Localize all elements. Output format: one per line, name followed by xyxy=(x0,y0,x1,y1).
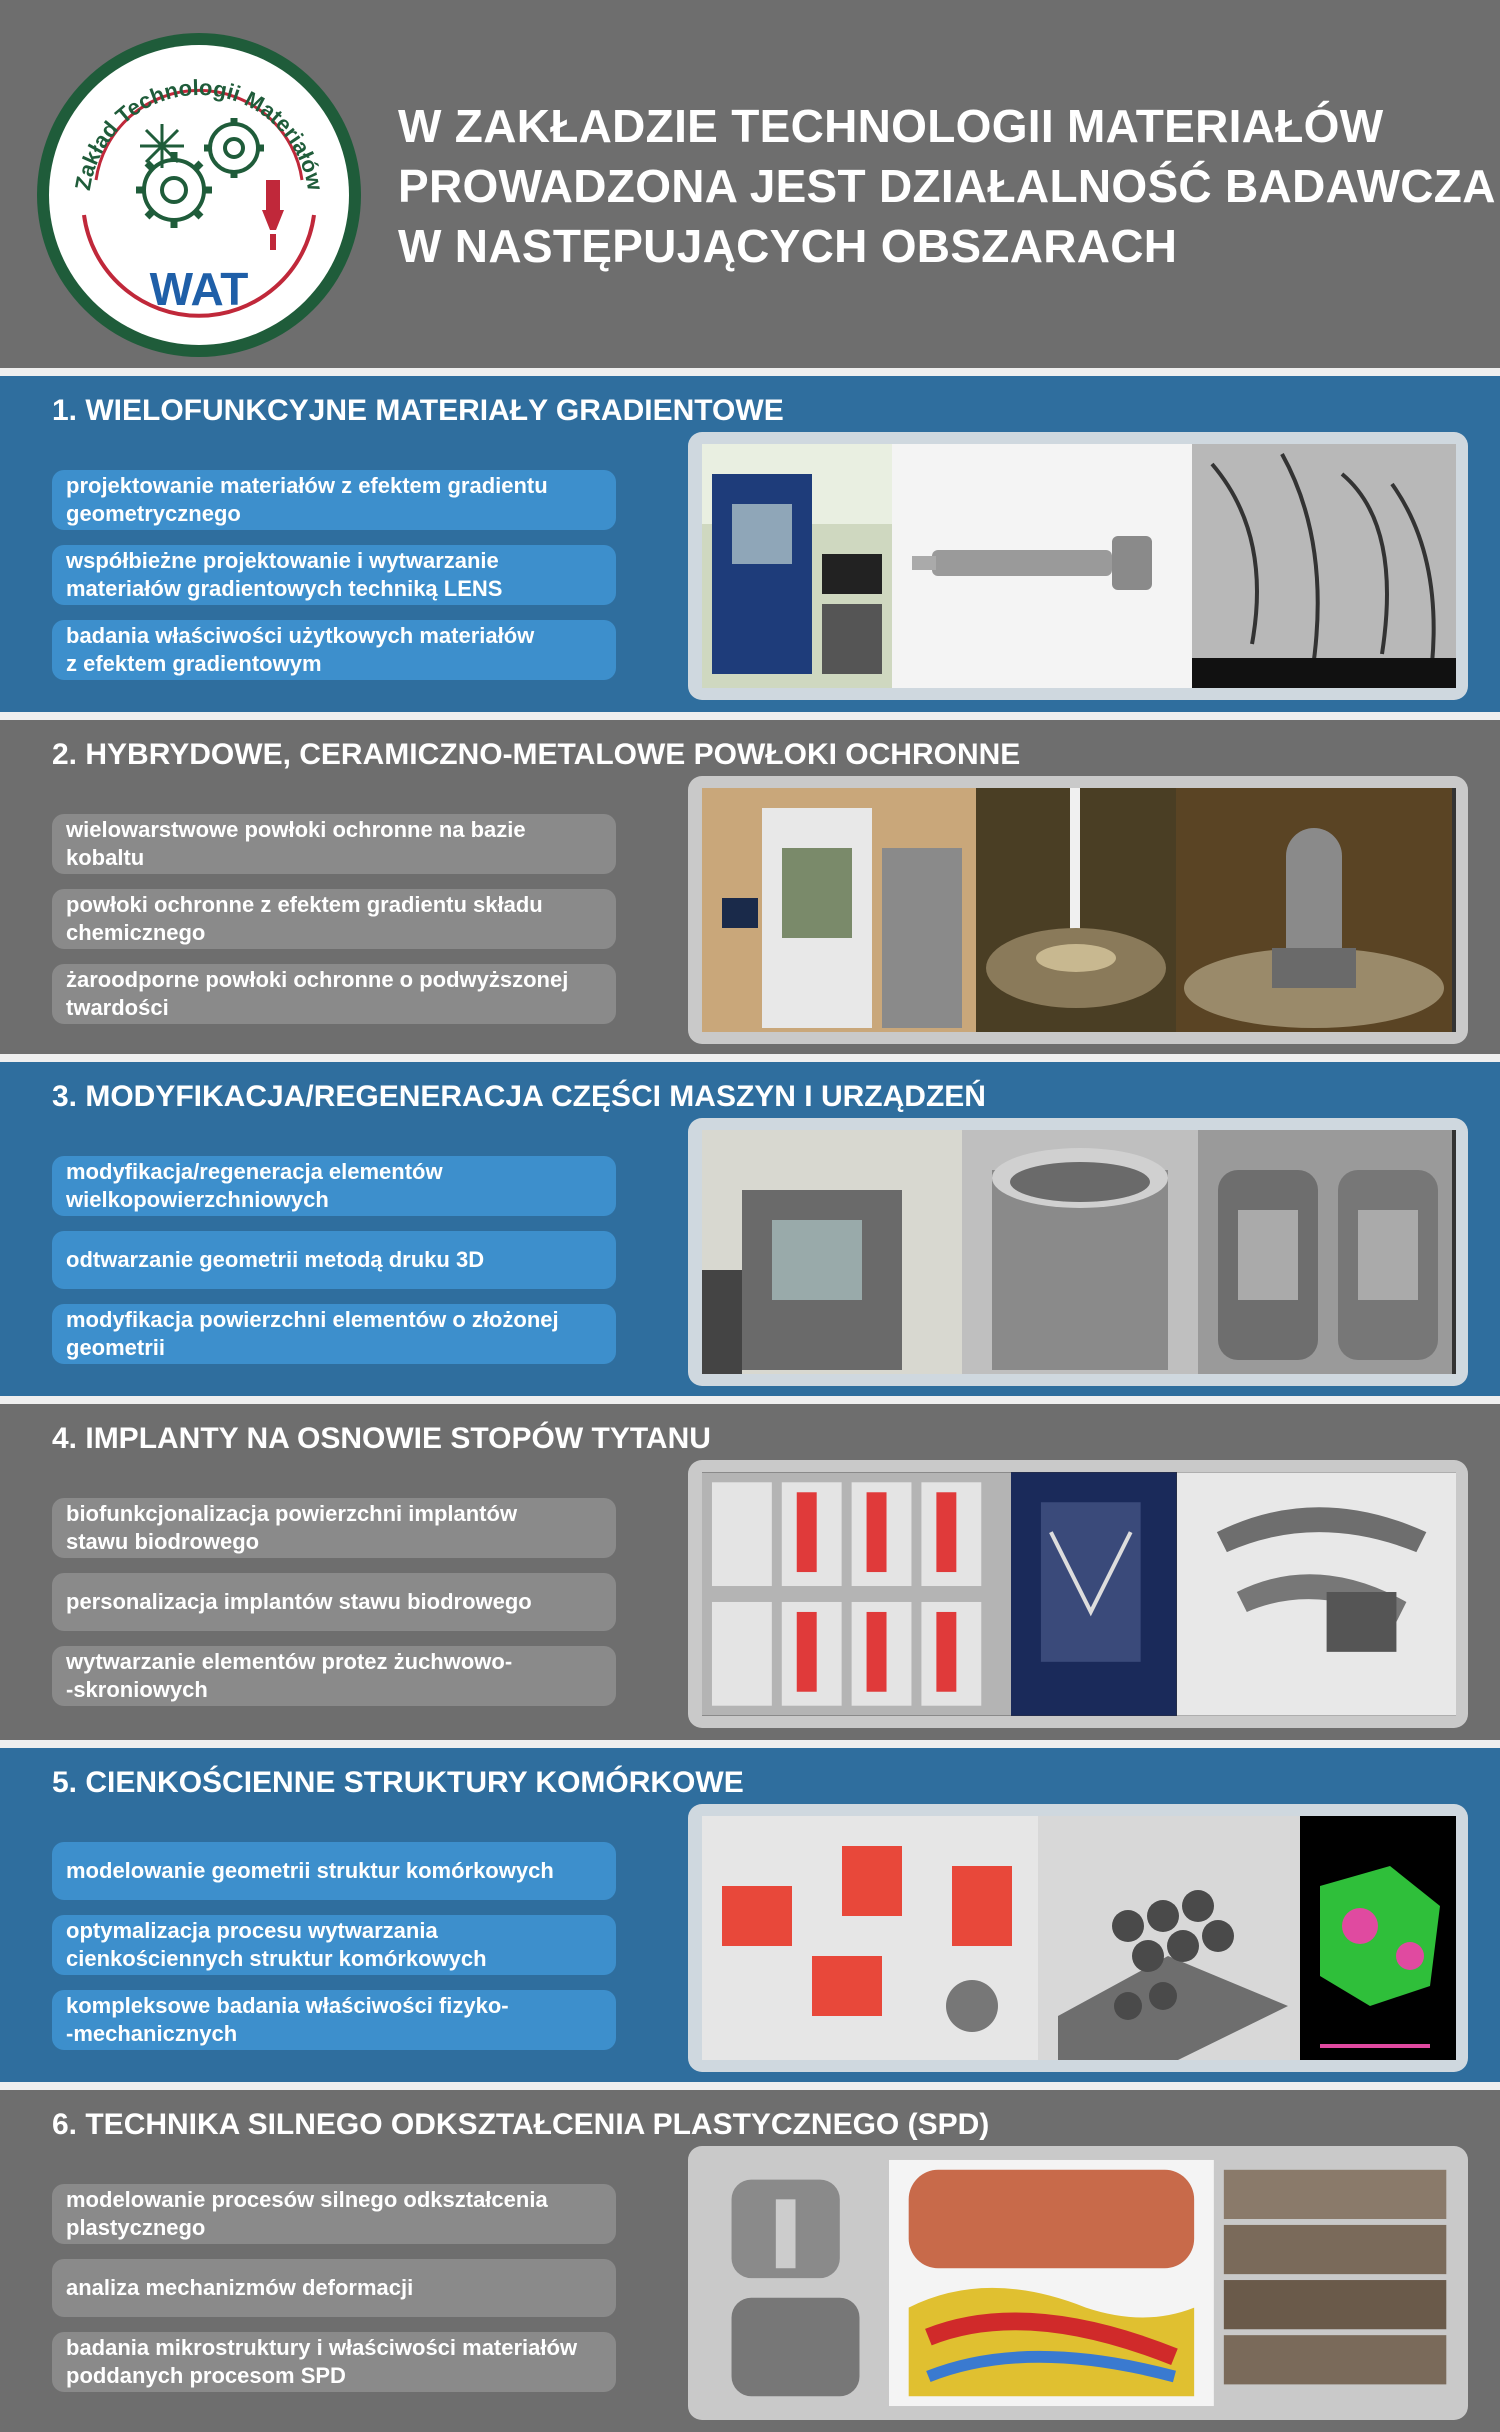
hip-implant-xray-photo xyxy=(702,1472,1011,1716)
section-title: 2. HYBRYDOWE, CERAMICZNO-METALOWE POWŁOKI OCHRONNE xyxy=(52,738,1021,771)
title-line: W NASTĘPUJĄCYCH OBSZARACH xyxy=(398,220,1178,272)
cellular-prints-photo xyxy=(702,1816,1038,2060)
topic-item: wytwarzanie elementów protez żuchwowo- -skroniowych xyxy=(52,1646,616,1706)
section-machine-parts xyxy=(0,1062,1500,1396)
photo-strip xyxy=(688,2146,1468,2420)
spd-die-photo xyxy=(702,2158,889,2408)
topic-item: modyfikacja powierzchni elementów o złożonej geometrii xyxy=(52,1304,616,1364)
section-gradient-materials xyxy=(0,376,1500,712)
header-band xyxy=(0,0,1500,368)
printed-parts-photo xyxy=(1198,1130,1452,1374)
lens-machine-photo xyxy=(702,444,892,688)
topic-item: optymalizacja procesu wytwarzania cienkościennych struktur komórkowych xyxy=(52,1915,616,1975)
regenerated-ring-photo xyxy=(962,1130,1198,1374)
section-title: 6. TECHNIKA SILNEGO ODKSZTAŁCENIA PLASTYCZNEGO (SPD) xyxy=(52,2108,990,2141)
photo-strip xyxy=(688,1804,1468,2072)
section-cellular-structures xyxy=(0,1748,1500,2082)
topic-item: badania właściwości użytkowych materiałów z efektem gradientowym xyxy=(52,620,616,680)
section-title: 5. CIENKOŚCIENNE STRUKTURY KOMÓRKOWE xyxy=(52,1766,744,1799)
photo-strip xyxy=(688,776,1468,1044)
topic-item: modelowanie geometrii struktur komórkowych xyxy=(52,1842,616,1900)
honeycomb-structure-photo xyxy=(1038,1816,1300,2060)
page-title xyxy=(398,96,1496,276)
topic-item: powłoki ochronne z efektem gradientu składu chemicznego xyxy=(52,889,616,949)
deformed-billet-photo xyxy=(889,2158,1214,2408)
topic-item: biofunkcjonalizacja powierzchni implantów stawu biodrowego xyxy=(52,1498,616,1558)
topic-item: projektowanie materiałów z efektem gradientu geometrycznego xyxy=(52,470,616,530)
section-protective-coatings xyxy=(0,720,1500,1054)
topic-item: modelowanie procesów silnego odkształcenia plastycznego xyxy=(52,2184,616,2244)
deposition-process-photo xyxy=(976,788,1176,1032)
topic-item: badania mikrostruktury i właściwości materiałów poddanych procesom SPD xyxy=(52,2332,616,2392)
topic-item: żaroodporne powłoki ochronne o podwyższonej twardości xyxy=(52,964,616,1024)
topic-item: modyfikacja/regeneracja elementów wielkopowierzchniowych xyxy=(52,1156,616,1216)
photo-strip xyxy=(688,1118,1468,1386)
cnc-machine-photo xyxy=(702,1130,962,1374)
microstructure-strips-photo xyxy=(1214,2158,1456,2408)
section-titanium-implants xyxy=(0,1404,1500,1740)
logo-acronym: WAT xyxy=(149,263,249,315)
title-line: PROWADZONA JEST DZIAŁALNOŚĆ BADAWCZA xyxy=(398,160,1496,212)
coated-part-photo xyxy=(1176,788,1452,1032)
topic-item: wielowarstwowe powłoki ochronne na bazie kobaltu xyxy=(52,814,616,874)
logo-arc-text: Zakład Technologii Materiałów xyxy=(70,74,329,193)
gradient-part-photo xyxy=(892,444,1192,688)
topic-item: personalizacja implantów stawu biodrowego xyxy=(52,1573,616,1631)
photo-strip xyxy=(688,432,1468,700)
topic-item: kompleksowe badania właściwości fizyko- -mechanicznych xyxy=(52,1990,616,2050)
section-title: 1. WIELOFUNKCYJNE MATERIAŁY GRADIENTOWE xyxy=(52,394,784,427)
topic-item: analiza mechanizmów deformacji xyxy=(52,2259,616,2317)
title-line: W ZAKŁADZIE TECHNOLOGII MATERIAŁÓW xyxy=(398,100,1384,152)
section-title: 3. MODYFIKACJA/REGENERACJA CZĘŚCI MASZYN I URZĄDZEŃ xyxy=(52,1080,986,1113)
zaklad-logo xyxy=(34,30,364,360)
topic-item: współbieżne projektowanie i wytwarzanie materiałów gradientowych techniką LENS xyxy=(52,545,616,605)
simulation-map-photo xyxy=(1300,1816,1456,2060)
microstructure-photo xyxy=(1192,444,1456,688)
lens-nozzle-photo xyxy=(1011,1472,1177,1716)
section-title: 4. IMPLANTY NA OSNOWIE STOPÓW TYTANU xyxy=(52,1422,711,1455)
section-spd xyxy=(0,2090,1500,2432)
laser-spark-icon xyxy=(140,124,184,168)
photo-strip xyxy=(688,1460,1468,1728)
optomec-machine-photo xyxy=(702,788,976,1032)
jaw-prosthesis-photo xyxy=(1177,1472,1456,1716)
topic-item: odtwarzanie geometrii metodą druku 3D xyxy=(52,1231,616,1289)
